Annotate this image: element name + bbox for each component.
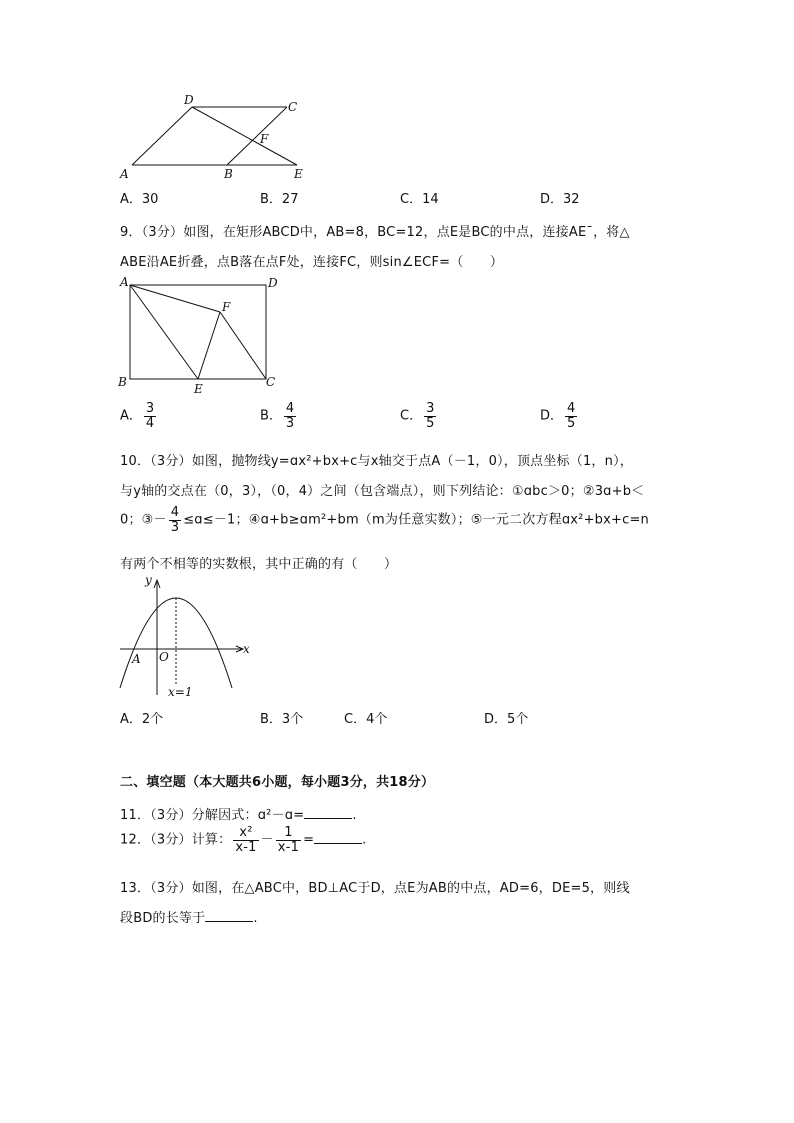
parallelogram-figure	[112, 92, 332, 184]
q13-line-2: 段BD的长等于 .	[120, 911, 258, 926]
q10-line-4: 有两个不相等的实数根，其中正确的有（ ）	[120, 557, 398, 572]
q10-line-1: 10．（3分）如图，抛物线y=ɑx²+bx+c与x轴交于点A（－1，0），顶点坐标（1，n），	[120, 454, 633, 469]
q10-option-a: A．2个	[120, 712, 164, 727]
q9-option-c: C． $\frac{3}{5}$	[400, 401, 435, 431]
section-2-heading: 二、填空题（本大题共6小题，每小题3分，共18分）	[120, 775, 435, 790]
label-a: A	[120, 167, 129, 181]
q12-answer-blank	[314, 831, 362, 844]
q8-option-b: B．27	[260, 192, 299, 207]
q8-option-a: A．30	[120, 192, 159, 207]
label-f: F	[260, 132, 269, 146]
q10-option-b: B．3个	[260, 712, 304, 727]
q9-line-1: 9．（3分）如图，在矩形ABCD中，AB=8，BC=12，点E是BC的中点，连接AEˉ，将△	[120, 225, 630, 240]
q12-line: 12．（3分）计算： $\frac{\text{x²}}{x-1}$ － $\frac{1}{x-1}$ = .	[120, 825, 367, 855]
label-c: C	[288, 100, 298, 114]
segment-fc	[220, 312, 266, 379]
label-d: D	[184, 93, 194, 107]
label-f: F	[222, 300, 231, 314]
label-o: O	[159, 650, 169, 664]
label-a: A	[120, 275, 129, 289]
label-d: D	[268, 276, 278, 290]
segment-cb	[227, 107, 287, 165]
segment-af	[130, 285, 220, 312]
label-x: x	[243, 642, 250, 656]
q10-line-2: 与y轴的交点在（0，3），（0，4）之间（包含端点），则下列结论：①ɑbc＞0；②3ɑ+b＜	[120, 484, 645, 499]
rectangle-abcd	[130, 285, 266, 379]
q9-line-2: ABE沿AE折叠，点B落在点F处，连接FC，则sin∠ECF=（ ）	[120, 255, 504, 270]
segment-de	[192, 107, 297, 165]
segment-ad	[132, 107, 192, 165]
label-axis: x=1	[168, 685, 193, 699]
q9-option-d: D． $\frac{4}{5}$	[540, 401, 576, 431]
segment-ae	[130, 285, 198, 379]
label-b: B	[118, 375, 127, 389]
q8-option-c: C．14	[400, 192, 439, 207]
q13-answer-blank	[205, 909, 253, 922]
label-b: B	[224, 167, 233, 181]
q9-option-b: B． $\frac{4}{3}$	[260, 401, 295, 431]
q11-answer-blank	[304, 806, 352, 819]
label-e: E	[294, 167, 303, 181]
label-a: A	[132, 652, 141, 666]
label-c: C	[266, 375, 276, 389]
q13-line-1: 13．（3分）如图，在△ABC中，BD⊥AC于D，点E为AB的中点，AD=6，DE=5，则线	[120, 881, 630, 896]
q10-option-c: C．4个	[344, 712, 388, 727]
q10-option-d: D．5个	[484, 712, 529, 727]
q10-line-3: 0；③－ $\frac{4}{3}$ ≤ɑ≤－1；④ɑ+b≥ɑm²+bm（m为任意实数）；⑤一元二次方程ɑx²+bx+c=n	[120, 505, 649, 535]
segment-fe	[198, 312, 220, 379]
parabola-figure	[112, 570, 262, 700]
q9-option-a: A． $\frac{3}{4}$	[120, 401, 155, 431]
q11-line: 11．（3分）分解因式：ɑ²－ɑ= .	[120, 808, 357, 823]
rectangle-fold-figure	[112, 274, 287, 399]
label-e: E	[194, 382, 203, 396]
q8-option-d: D．32	[540, 192, 580, 207]
label-y: y	[145, 573, 152, 587]
